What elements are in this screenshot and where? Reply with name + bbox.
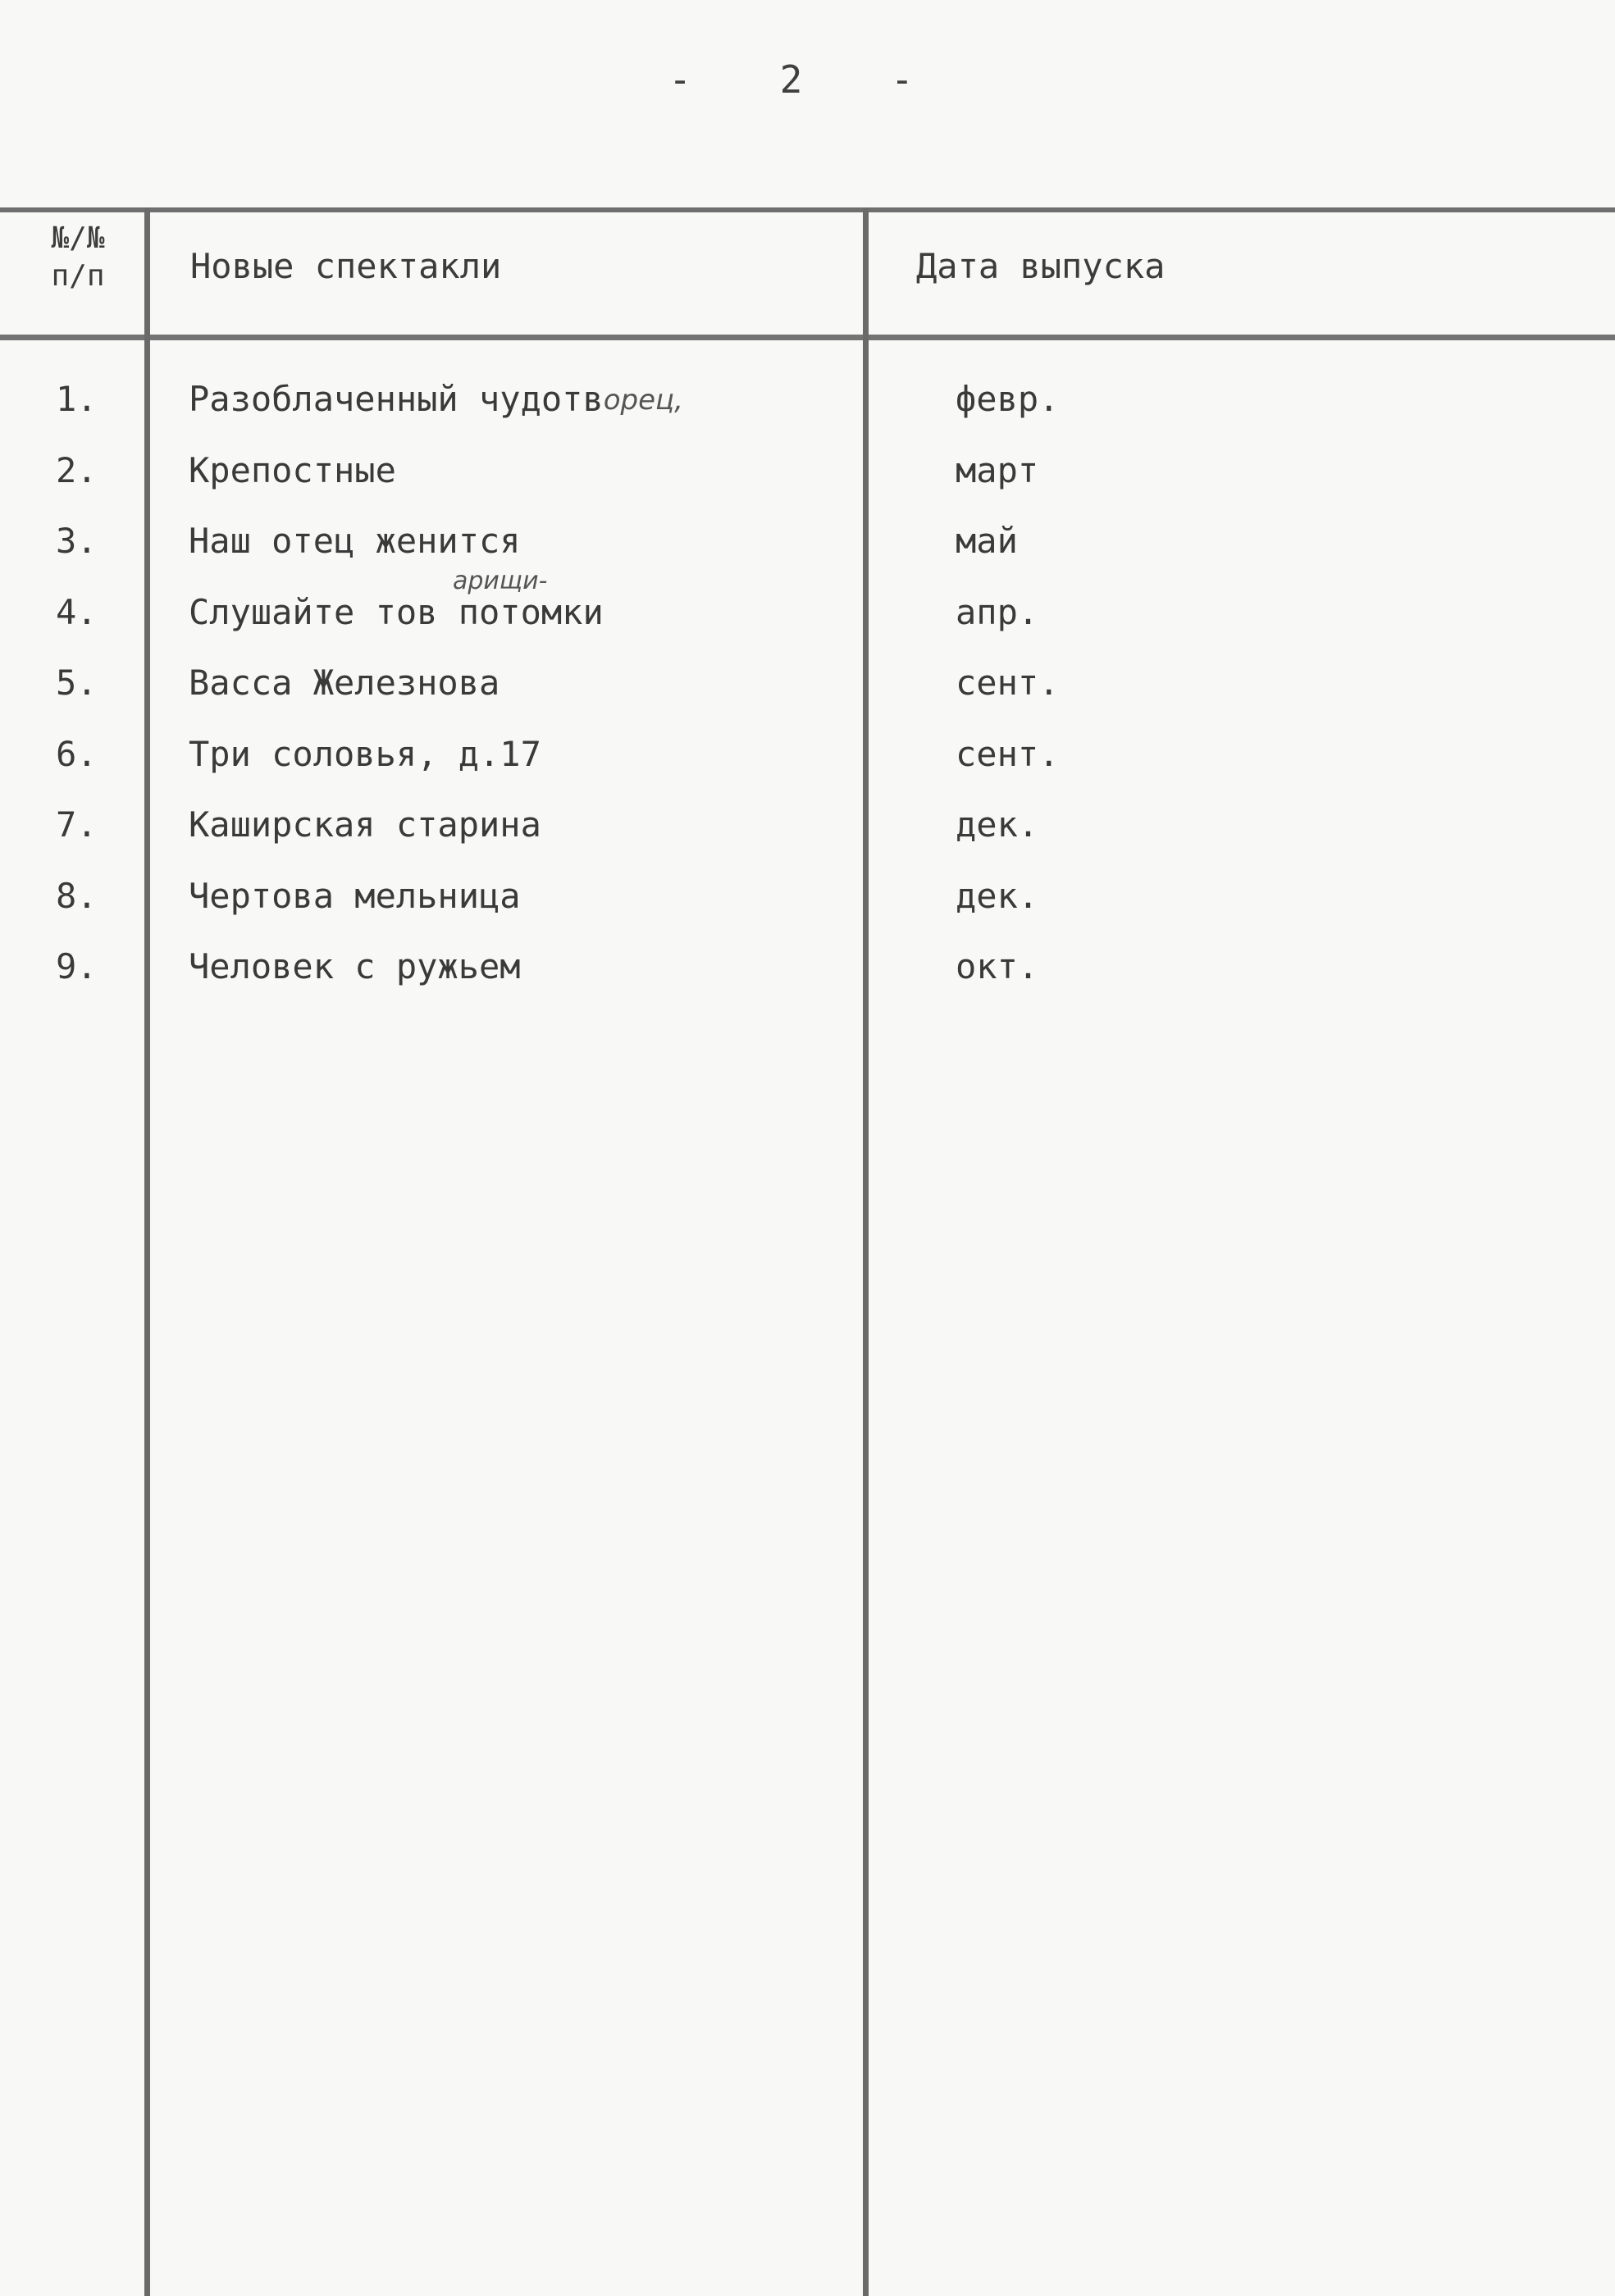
table-body: [0, 373, 1615, 1012]
row-date: окт.: [956, 946, 1039, 986]
table-row: [0, 444, 1615, 516]
header-number-line-1: №/№: [51, 221, 105, 255]
row-title: Три соловья, д.17: [189, 733, 541, 774]
table-row: [0, 515, 1615, 586]
table-row: [0, 870, 1615, 941]
row-number: 6.: [56, 733, 98, 774]
table-row: [0, 941, 1615, 1012]
handwritten-insertion: арищи-: [453, 566, 548, 595]
table-row: [0, 728, 1615, 800]
row-number: 1.: [56, 379, 98, 419]
row-date: дек.: [956, 804, 1039, 845]
row-title-typed-start: Слушайте тов: [189, 591, 438, 632]
row-number: 5.: [56, 663, 98, 703]
header-number: [33, 220, 123, 295]
row-title: Васса Железнова: [189, 663, 500, 703]
row-date: май: [956, 521, 1018, 561]
row-title: [189, 373, 683, 428]
page-number: - 2 -: [668, 57, 947, 102]
table-row: [0, 799, 1615, 870]
row-number: 2.: [56, 449, 98, 490]
row-title-typed: Разоблаченный чудотв: [189, 379, 604, 419]
row-number: 4.: [56, 591, 98, 632]
row-date: апр.: [956, 591, 1039, 632]
header-number-line-2: п/п: [51, 259, 105, 293]
row-title: Чертова мельница: [189, 875, 521, 916]
table-row: [0, 373, 1615, 444]
table-row: [0, 657, 1615, 728]
row-title: Каширская старина: [189, 804, 541, 845]
handwritten-correction: орец,: [603, 384, 683, 417]
row-number: 7.: [56, 804, 98, 845]
row-date: сент.: [956, 663, 1060, 703]
row-title-typed-end: потомки: [437, 591, 604, 632]
table-row: [0, 566, 1615, 658]
row-date: дек.: [956, 875, 1039, 916]
row-number: 9.: [56, 946, 98, 986]
table-header-rule: [0, 335, 1615, 340]
row-title: Наш отец женится: [189, 521, 521, 561]
row-date: сент.: [956, 733, 1060, 774]
row-title: Крепостные: [189, 449, 396, 490]
row-title: Человек с ружьем: [189, 946, 521, 986]
row-number: 3.: [56, 521, 98, 561]
header-title: Новые спектакли: [190, 246, 502, 286]
row-number: 8.: [56, 875, 98, 916]
row-date: февр.: [956, 379, 1060, 419]
header-date: Дата выпуска: [916, 246, 1166, 286]
table-top-rule: [0, 207, 1615, 212]
row-date: март: [956, 449, 1039, 490]
